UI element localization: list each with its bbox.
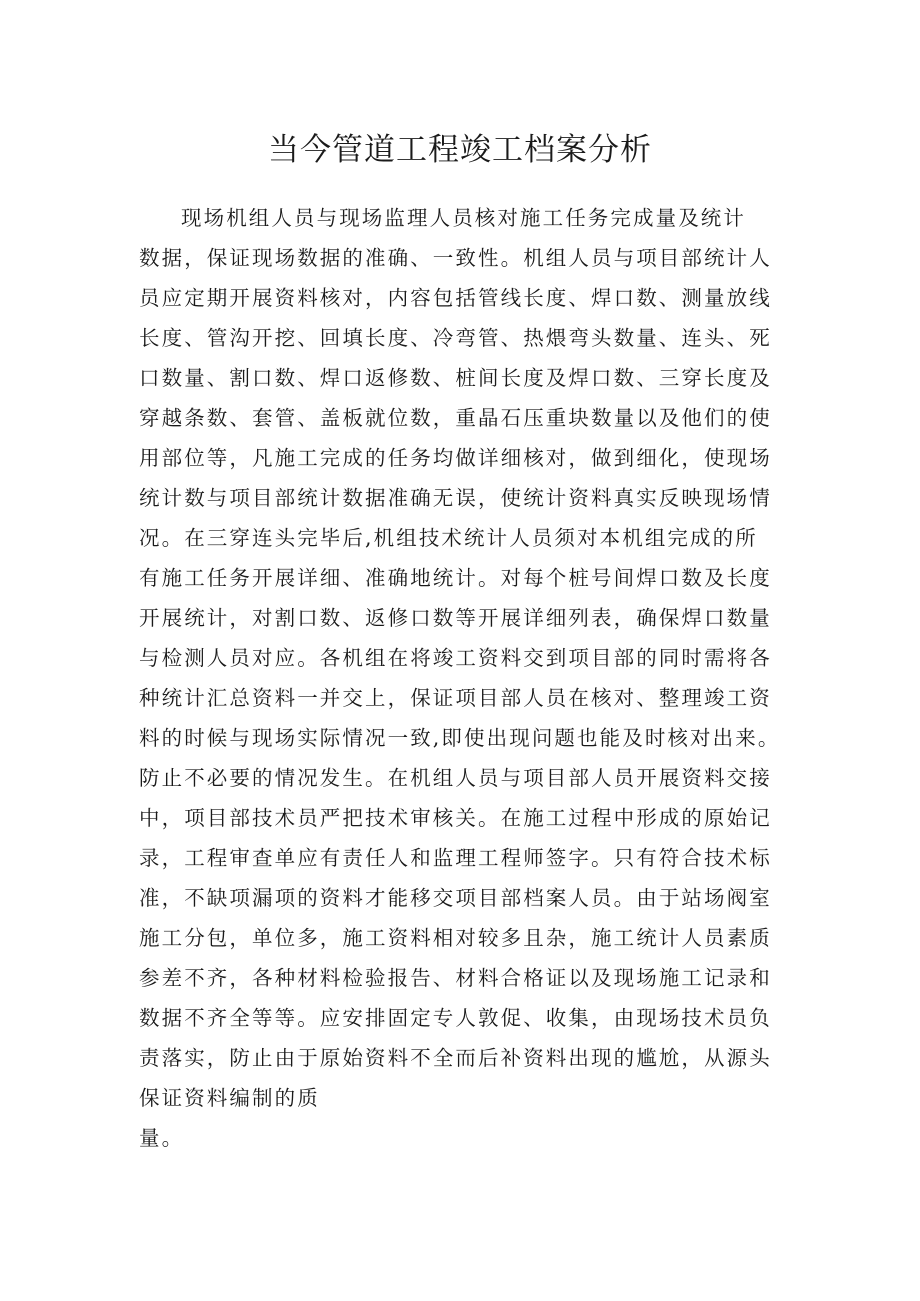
paragraph-line: 开展统计，对割口数、返修口数等开展详细列表，确保焊口数量 [139, 606, 772, 630]
paragraph-line: 参差不齐，各种材料检验报告、材料合格证以及现场施工记录和 [139, 966, 772, 990]
paragraph-line: 用部位等，凡施工完成的任务均做详细核对，做到细化，使现场 [139, 446, 772, 470]
paragraph-line: 数据不齐全等等。应安排固定专人敦促、收集，由现场技术员负 [139, 1006, 772, 1030]
paragraph-line: 现场机组人员与现场监理人员核对施工任务完成量及统计 [181, 206, 746, 230]
paragraph-line: 录，工程审查单应有责任人和监理工程师签字。只有符合技术标 [139, 846, 772, 870]
paragraph-line: 统计数与项目部统计数据准确无误，使统计资料真实反映现场情 [139, 486, 772, 510]
paragraph-line: 保证资料编制的质 [139, 1086, 320, 1110]
paragraph-line: 口数量、割口数、焊口返修数、桩间长度及焊口数、三穿长度及 [139, 366, 772, 390]
body-paragraph [139, 198, 799, 1158]
paragraph-line: 责落实，防止由于原始资料不全而后补资料出现的尴尬，从源头 [139, 1046, 772, 1070]
paragraph-line: 长度、管沟开挖、回填长度、冷弯管、热煨弯头数量、连头、死 [139, 326, 772, 350]
paragraph-line: 况。在三穿连头完毕后,机组技术统计人员须对本机组完成的所 [139, 526, 758, 550]
paragraph-line: 与检测人员对应。各机组在将竣工资料交到项目部的同时需将各 [139, 646, 772, 670]
paragraph-line: 穿越条数、套管、盖板就位数，重晶石压重块数量以及他们的使 [139, 406, 772, 430]
paragraph-line: 料的时候与现场实际情况一致,即使出现问题也能及时核对出来。 [139, 726, 781, 750]
paragraph-line: 有施工任务开展详细、准确地统计。对每个桩号间焊口数及长度 [139, 566, 772, 590]
document-title: 当今管道工程竣工档案分析 [268, 132, 652, 168]
paragraph-line: 中，项目部技术员严把技术审核关。在施工过程中形成的原始记 [139, 806, 772, 830]
paragraph-line: 施工分包，单位多，施工资料相对较多且杂，施工统计人员素质 [139, 926, 772, 950]
paragraph-line: 数据，保证现场数据的准确、一致性。机组人员与项目部统计人 [139, 246, 772, 270]
paragraph-line: 量。 [139, 1126, 185, 1150]
paragraph-line: 种统计汇总资料一并交上，保证项目部人员在核对、整理竣工资 [139, 686, 772, 710]
paragraph-line: 防止不必要的情况发生。在机组人员与项目部人员开展资料交接 [139, 766, 772, 790]
paragraph-line: 员应定期开展资料核对，内容包括管线长度、焊口数、测量放线 [139, 286, 772, 310]
paragraph-line: 准，不缺项漏项的资料才能移交项目部档案人员。由于站场阀室 [139, 886, 772, 910]
